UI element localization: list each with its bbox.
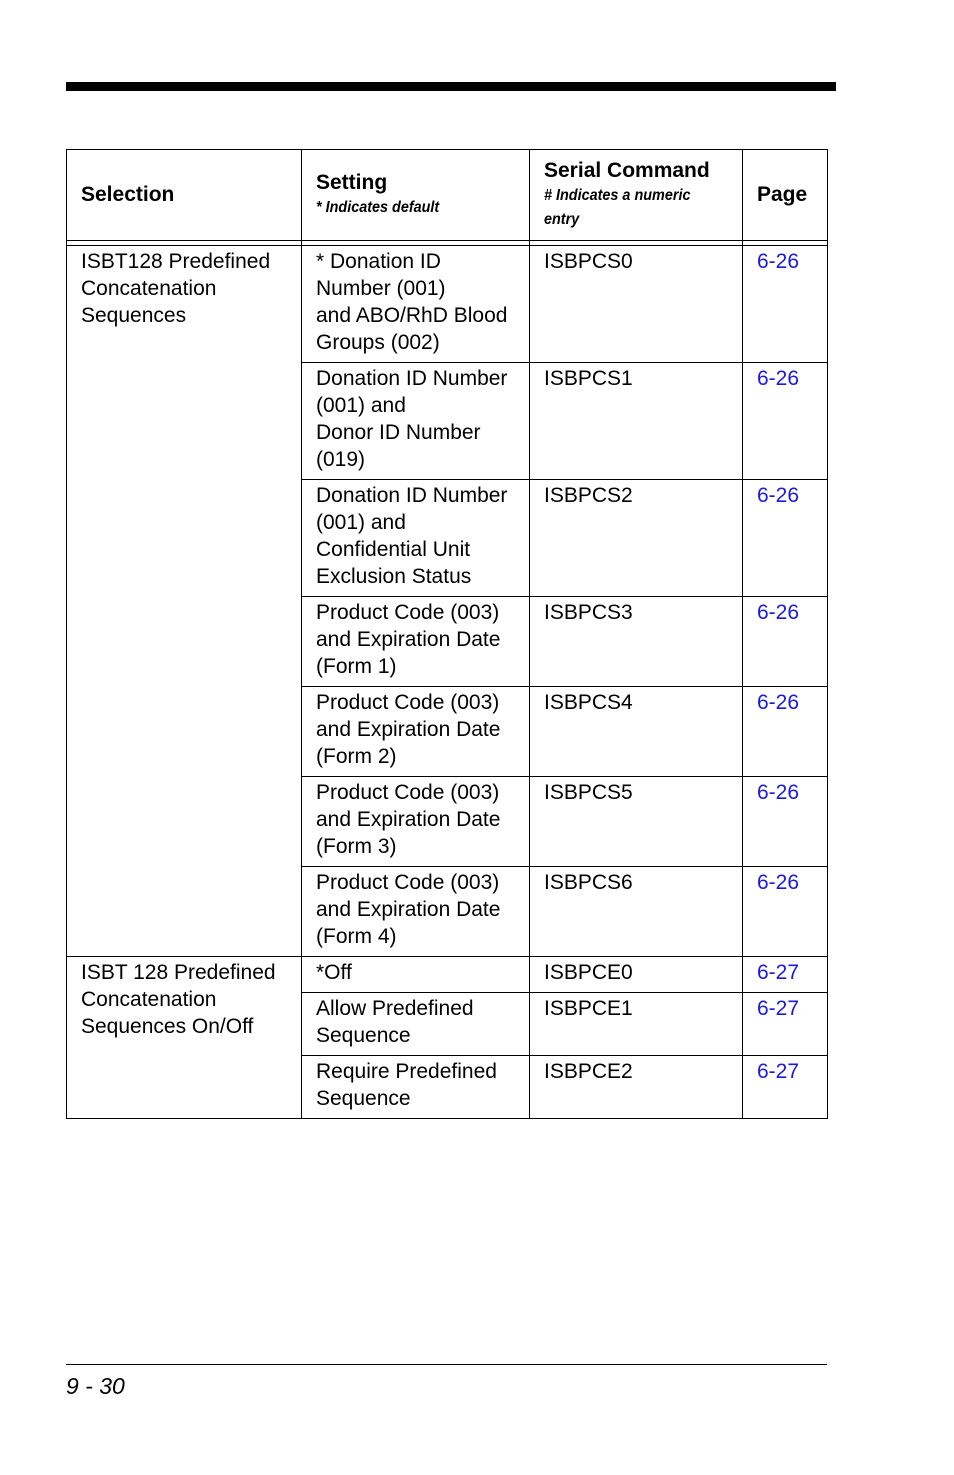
setting-line: * Donation ID xyxy=(316,250,441,273)
page-link[interactable]: 6-26 xyxy=(757,367,800,390)
page-cell xyxy=(743,867,828,957)
serial-command-cell: ISBPCE0 xyxy=(530,957,743,993)
setting-line: Donor ID Number xyxy=(316,421,481,444)
serial-command-cell: ISBPCS4 xyxy=(530,687,743,777)
page-link[interactable]: 6-26 xyxy=(757,781,800,804)
page-link[interactable]: 6-26 xyxy=(757,871,800,894)
setting-line: and Expiration Date xyxy=(316,718,501,741)
page-cell xyxy=(743,1056,828,1119)
setting-line: Groups (002) xyxy=(316,331,440,354)
setting-line: (Form 4) xyxy=(316,925,397,948)
serial-command-cell: ISBPCS5 xyxy=(530,777,743,867)
table-body xyxy=(67,241,828,1119)
setting-cell xyxy=(302,867,530,957)
selection-cell xyxy=(67,246,302,957)
setting-cell xyxy=(302,1056,530,1119)
setting-line: and Expiration Date xyxy=(316,808,501,831)
setting-line: Donation ID Number xyxy=(316,367,508,390)
page-cell xyxy=(743,777,828,867)
setting-line: (Form 3) xyxy=(316,835,397,858)
page-cell xyxy=(743,246,828,363)
serial-command-cell: ISBPCE1 xyxy=(530,993,743,1056)
setting-line: Allow Predefined xyxy=(316,997,474,1020)
setting-line: (Form 2) xyxy=(316,745,397,768)
selection-line: Concatenation xyxy=(81,277,217,300)
header-setting xyxy=(302,150,530,241)
table-header xyxy=(67,150,828,241)
setting-line: (Form 1) xyxy=(316,655,397,678)
setting-cell xyxy=(302,993,530,1056)
setting-cell xyxy=(302,687,530,777)
page-cell xyxy=(743,363,828,480)
page-link[interactable]: 6-27 xyxy=(757,961,800,984)
setting-line: (019) xyxy=(316,448,366,471)
table-row xyxy=(67,246,828,363)
selection-line: ISBT128 Predefined xyxy=(81,250,271,273)
setting-cell xyxy=(302,246,530,363)
page-link[interactable]: 6-27 xyxy=(757,1060,800,1083)
serial-command-table xyxy=(66,149,828,1119)
setting-cell xyxy=(302,480,530,597)
setting-cell xyxy=(302,597,530,687)
header-page-label: Page xyxy=(757,183,808,206)
setting-line: Donation ID Number xyxy=(316,484,508,507)
serial-command-cell: ISBPCS0 xyxy=(530,246,743,363)
serial-command-cell: ISBPCS3 xyxy=(530,597,743,687)
setting-cell xyxy=(302,777,530,867)
setting-line: and ABO/RhD Blood xyxy=(316,304,508,327)
table-row xyxy=(67,957,828,993)
page-link[interactable]: 6-26 xyxy=(757,601,800,624)
serial-command-cell: ISBPCE2 xyxy=(530,1056,743,1119)
setting-line: Product Code (003) xyxy=(316,601,500,624)
page-cell xyxy=(743,597,828,687)
header-selection xyxy=(67,150,302,241)
setting-line: and Expiration Date xyxy=(316,628,501,651)
selection-cell xyxy=(67,957,302,1119)
page-cell xyxy=(743,993,828,1056)
setting-line: (001) and xyxy=(316,511,406,534)
header-serial-command xyxy=(530,150,743,241)
serial-command-cell: ISBPCS2 xyxy=(530,480,743,597)
page-link[interactable]: 6-26 xyxy=(757,484,800,507)
page-cell xyxy=(743,687,828,777)
setting-line: Product Code (003) xyxy=(316,871,500,894)
setting-cell xyxy=(302,957,530,993)
setting-line: Require Predefined xyxy=(316,1060,497,1083)
setting-line: Product Code (003) xyxy=(316,691,500,714)
setting-line: and Expiration Date xyxy=(316,898,501,921)
selection-line: ISBT 128 Predefined xyxy=(81,961,276,984)
footer-rule xyxy=(66,1364,827,1365)
page-number: 9 - 30 xyxy=(66,1373,125,1399)
selection-line: Concatenation xyxy=(81,988,217,1011)
header-serial-command-note: # Indicates a numeric entry xyxy=(544,187,691,228)
selection-line: Sequences xyxy=(81,304,187,327)
page-cell xyxy=(743,957,828,993)
setting-line: Exclusion Status xyxy=(316,565,472,588)
top-rule-bar xyxy=(66,82,836,91)
setting-line: Sequence xyxy=(316,1087,411,1110)
header-selection-label: Selection xyxy=(81,183,175,206)
page-cell xyxy=(743,480,828,597)
header-setting-label: Setting xyxy=(316,171,388,194)
setting-line: Sequence xyxy=(316,1024,411,1047)
page-link[interactable]: 6-26 xyxy=(757,691,800,714)
header-page xyxy=(743,150,828,241)
setting-line: *Off xyxy=(316,961,352,984)
setting-cell xyxy=(302,363,530,480)
page-link[interactable]: 6-26 xyxy=(757,250,800,273)
page-link[interactable]: 6-27 xyxy=(757,997,800,1020)
serial-command-cell: ISBPCS1 xyxy=(530,363,743,480)
header-serial-command-label: Serial Command xyxy=(544,159,710,182)
header-setting-note: * Indicates default xyxy=(316,199,440,216)
serial-command-cell: ISBPCS6 xyxy=(530,867,743,957)
setting-line: (001) and xyxy=(316,394,406,417)
setting-line: Product Code (003) xyxy=(316,781,500,804)
setting-line: Number (001) xyxy=(316,277,446,300)
setting-line: Confidential Unit xyxy=(316,538,471,561)
selection-line: Sequences On/Off xyxy=(81,1015,254,1038)
